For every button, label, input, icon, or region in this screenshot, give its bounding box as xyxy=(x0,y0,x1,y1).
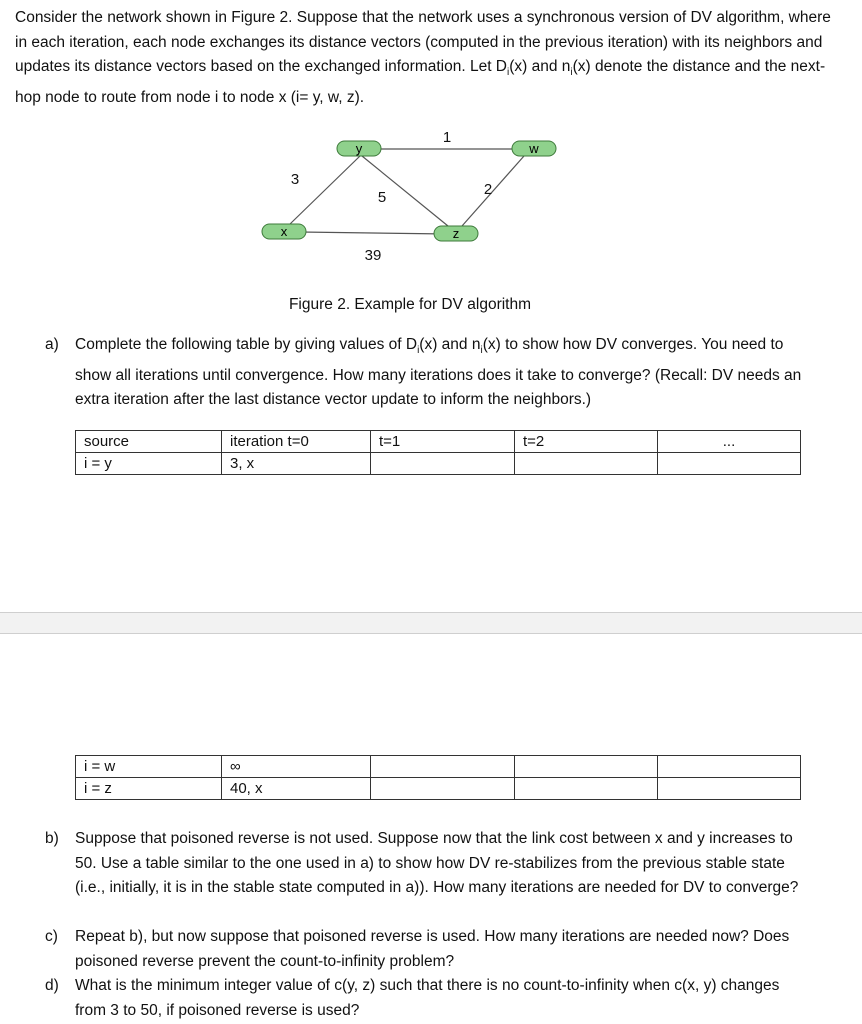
table-row-w xyxy=(76,756,801,778)
cell-source-w: i = w xyxy=(76,756,222,778)
header-ellipsis: ... xyxy=(658,431,801,453)
link-y-z xyxy=(362,156,448,226)
router-z-icon xyxy=(434,226,478,241)
cell-z-t2[interactable] xyxy=(515,778,658,800)
cell-w-t3[interactable] xyxy=(658,756,801,778)
question-b-label: b) xyxy=(45,830,59,847)
dv-table-top xyxy=(75,430,801,475)
cell-w-t2[interactable] xyxy=(515,756,658,778)
router-w-icon xyxy=(512,141,556,156)
question-a-text: Complete the following table by giving values of $D_i(x)$ and $n_i(x)$ to show how DV converges. You need to show all iterations until convergence. How many iterations does it take to converge? (Recall: DV needs an extra iteration after the last distance vector update to inform the neighbors.) xyxy=(75,336,802,409)
link-z-w xyxy=(462,156,524,226)
cell-y-t3[interactable] xyxy=(658,453,801,475)
dv-table-bottom xyxy=(75,755,801,800)
cell-z-t1[interactable] xyxy=(371,778,515,800)
node-z-label: z xyxy=(452,226,460,241)
question-d-label: d) xyxy=(45,977,59,994)
node-w-label: w xyxy=(529,141,539,156)
header-t1: t=1 xyxy=(371,431,515,453)
router-y-icon xyxy=(337,141,381,156)
cell-z-t0: 40, x xyxy=(222,778,371,800)
links xyxy=(290,149,532,234)
question-c-text: Repeat b), but now suppose that poisoned reverse is used. How many iterations are needed now? Does poisoned reverse prevent the count-to-infinity problem? xyxy=(75,928,790,970)
cell-y-t1[interactable] xyxy=(371,453,515,475)
node-x-label: x xyxy=(280,224,288,239)
cell-y-t2[interactable] xyxy=(515,453,658,475)
cell-w-t1[interactable] xyxy=(371,756,515,778)
cell-z-t3[interactable] xyxy=(658,778,801,800)
edge-label-xy: 3 xyxy=(290,171,300,188)
question-a-label: a) xyxy=(45,336,59,353)
table-header-row xyxy=(76,431,801,453)
network-figure xyxy=(0,0,862,290)
table-row-y xyxy=(76,453,801,475)
figure-caption: Figure 2. Example for DV algorithm xyxy=(288,296,532,313)
header-source: source xyxy=(76,431,222,453)
edge-label-xz: 39 xyxy=(364,247,382,264)
link-x-z xyxy=(300,232,448,234)
cell-source-y: i = y xyxy=(76,453,222,475)
intro-paragraph: Consider the network shown in Figure 2. Suppose that the network uses a synchronous version of DV algorithm, where in each iteration, each node exchanges its distance vectors (computed in the previous iteration) with its neighbors and updates its distance vectors based on the exchanged information. Let $D_i(x)$ and $n_i(x)$ denote the distance and the next-hop node to route from node i to node x (i= y, w, z). xyxy=(15,9,831,106)
edge-label-yw: 1 xyxy=(442,129,452,146)
link-x-y xyxy=(290,156,360,224)
router-x-icon xyxy=(262,224,306,239)
page-break-divider xyxy=(0,612,862,634)
cell-w-t0: ∞ xyxy=(222,756,371,778)
node-y-label: y xyxy=(355,141,363,156)
edge-label-zw: 2 xyxy=(483,181,493,198)
cell-y-t0: 3, x xyxy=(222,453,371,475)
cell-source-z: i = z xyxy=(76,778,222,800)
question-b-text: Suppose that poisoned reverse is not used. Suppose now that the link cost between x and y increases to 50. Use a table similar to the one used in a) to show how DV re-stabilizes from the previous stable state (i.e., initially, it is in the stable state computed in a)). How many iterations are needed for DV to converge? xyxy=(75,830,799,896)
question-c-label: c) xyxy=(45,928,58,945)
header-t2: t=2 xyxy=(515,431,658,453)
header-t0: iteration t=0 xyxy=(222,431,371,453)
question-d-text: What is the minimum integer value of c(y, z) such that there is no count-to-infinity when c(x, y) changes from 3 to 50, if poisoned reverse is used? xyxy=(75,977,780,1019)
edge-label-yz: 5 xyxy=(377,189,387,206)
table-row-z xyxy=(76,778,801,800)
